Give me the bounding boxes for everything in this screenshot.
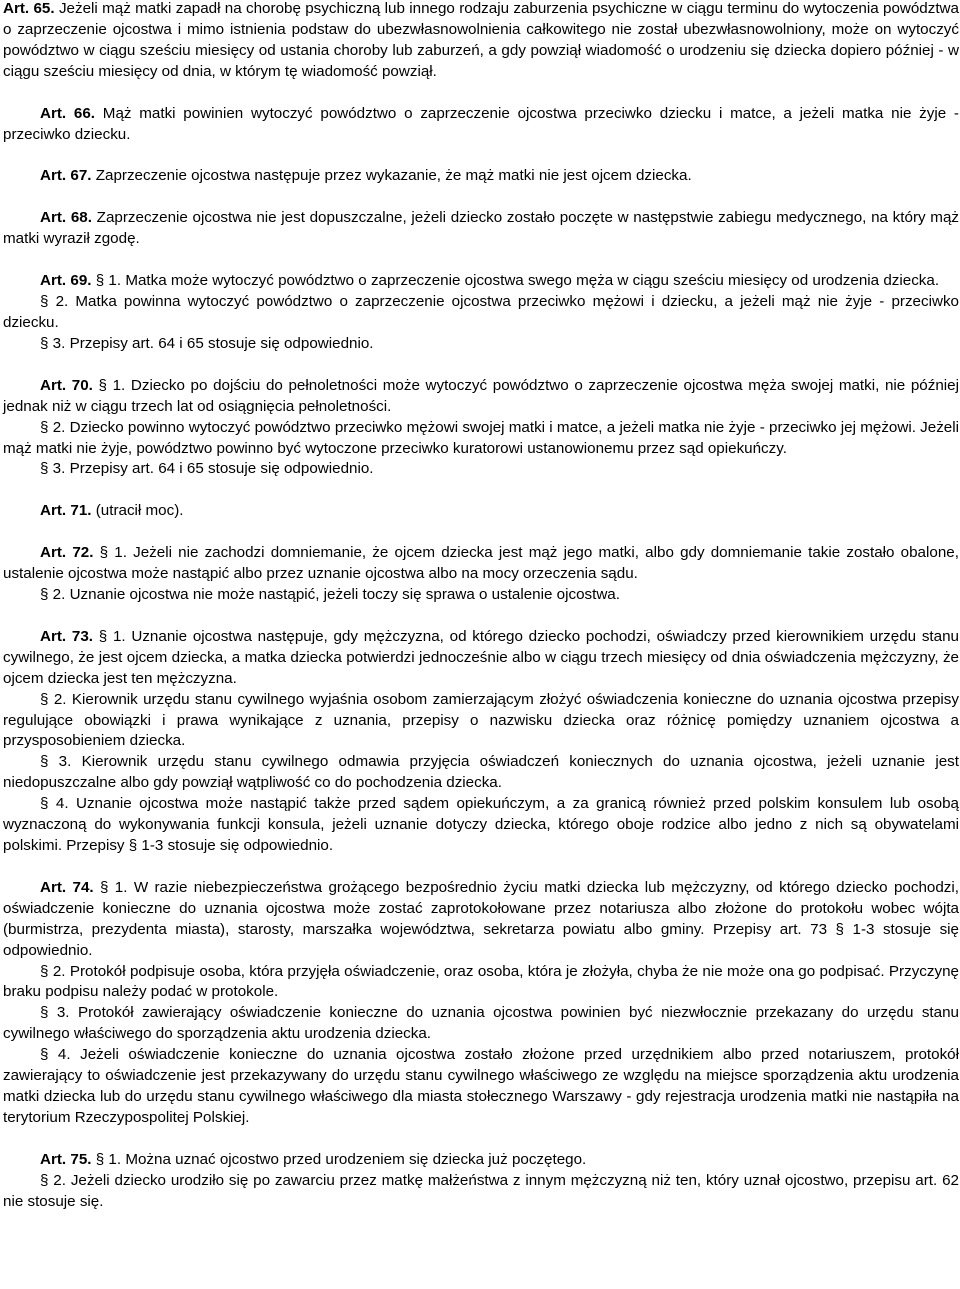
article-paragraph	[3, 459, 959, 480]
article-number: Art. 67.	[40, 167, 92, 185]
article-number: Art. 74.	[40, 878, 94, 896]
article-paragraph	[3, 1045, 959, 1129]
article-paragraph	[3, 878, 959, 962]
article-paragraph	[3, 627, 959, 690]
paragraph-text: Uznanie ojcostwa może nastąpić także przed sądem opiekuńczym, a za granicą również przed polskim konsulem lub osobą wyznaczoną do wykonywania funkcji konsula, jeżeli uznanie dotyczy dziecka, którego oboje rodzice albo jedno z nich są obywatelami polskimi. Przepisy § 1-3 stosuje się odpowiednio.	[3, 795, 959, 854]
paragraph-text: Protokół zawierający oświadczenie konieczne do uznania ojcostwa powinien być niezwłocznie przekazany do urzędu stanu cywilnego właściwego do sporządzenia aktu urodzenia dziecka.	[3, 1004, 959, 1043]
paragraph-number: § 2.	[40, 690, 67, 708]
paragraph-number: § 1.	[95, 1150, 122, 1168]
paragraph-text: Dziecko po dojściu do pełnoletności może wytoczyć powództwo o zaprzeczenie ojcostwa męża swojej matki, nie później jednak niż w ciągu trzech lat od osiągnięcia pełnoletności.	[3, 376, 959, 415]
article-art-73	[3, 627, 959, 857]
paragraph-text: Mąż matki powinien wytoczyć powództwo o zaprzeczenie ojcostwa przeciwko dziecku i matce, a jeżeli matka nie żyje - przeciwko dziecku.	[3, 104, 959, 143]
paragraph-number: § 3.	[40, 1004, 70, 1022]
article-number: Art. 73.	[40, 627, 94, 645]
article-paragraph	[3, 1171, 959, 1213]
paragraph-text: Przepisy art. 64 i 65 stosuje się odpowiednio.	[69, 460, 374, 478]
article-art-74	[3, 878, 959, 1129]
article-art-66	[3, 104, 959, 146]
paragraph-text: W razie niebezpieczeństwa grożącego bezpośrednio życiu matki dziecka lub mężczyzny, od którego dziecko pochodzi, oświadczenie konieczne do uznania ojcostwa może zostać zaprotokołowane przez notariusza albo złożone do protokołu wobec wójta (burmistrza, prezydenta miasta), starosty, marszałka województwa, sekretarza powiatu albo gminy. Przepisy art. 73 § 1-3 stosuje się odpowiednio.	[3, 878, 959, 959]
article-paragraph	[3, 794, 959, 857]
article-paragraph	[3, 271, 959, 292]
paragraph-number: § 1.	[98, 376, 126, 394]
paragraph-number: § 1.	[99, 878, 128, 896]
article-paragraph	[3, 690, 959, 753]
article-number: Art. 66.	[40, 104, 96, 122]
paragraph-number: § 1.	[95, 272, 122, 290]
paragraph-number: § 2.	[40, 293, 69, 311]
article-art-71	[3, 501, 959, 522]
paragraph-text: Matka powinna wytoczyć powództwo o zaprzeczenie ojcostwa przeciwko mężowi i dziecku, a jeżeli mąż nie żyje - przeciwko dziecku.	[3, 293, 959, 331]
article-art-68	[3, 208, 959, 250]
article-number: Art. 71.	[40, 502, 92, 520]
article-paragraph	[3, 376, 959, 418]
article-paragraph	[3, 104, 959, 146]
paragraph-text: Można uznać ojcostwo przed urodzeniem się dziecka już poczętego.	[125, 1150, 587, 1168]
article-paragraph	[3, 962, 959, 1004]
paragraph-number: § 4.	[40, 1046, 71, 1064]
paragraph-number: § 2.	[40, 418, 66, 436]
article-paragraph	[3, 166, 959, 187]
article-paragraph	[3, 585, 959, 606]
article-paragraph	[3, 1150, 959, 1171]
article-paragraph	[3, 543, 959, 585]
paragraph-number: § 2.	[40, 1171, 66, 1189]
article-art-67	[3, 166, 959, 187]
paragraph-text: Dziecko powinno wytoczyć powództwo przeciwko mężowi swojej matki i matce, a jeżeli matka nie żyje - przeciwko jej mężowi. Jeżeli mąż matki nie żyje, powództwo powinno być wytoczone przeciwko kuratorowi ustanowionemu przez sąd opiekuńczy.	[3, 418, 960, 457]
paragraph-number: § 4.	[40, 795, 69, 813]
article-paragraph	[3, 334, 959, 355]
paragraph-number: § 2.	[40, 962, 66, 980]
paragraph-text: Zaprzeczenie ojcostwa następuje przez wykazanie, że mąż matki nie jest ojcem dziecka.	[95, 167, 692, 185]
article-art-75	[3, 1150, 959, 1213]
paragraph-text: Jeżeli nie zachodzi domniemanie, że ojcem dziecka jest mąż jego matki, albo gdy domniemanie takie zostało obalone, ustalenie ojcostwa może nastąpić albo przez uznanie ojcostwa albo na mocy orzeczenia sądu.	[3, 544, 959, 583]
paragraph-text: Kierownik urzędu stanu cywilnego wyjaśnia osobom zamierzającym złożyć oświadczenia konieczne do uznania ojcostwa przepisy regulujące obowiązki i prawa wynikające z uznania, przepisy o nazwisku dziecka oraz różnicę pomiędzy uznaniem ojcostwa a przysposobieniem dziecka.	[3, 690, 959, 750]
article-paragraph	[3, 501, 959, 522]
article-paragraph	[3, 418, 959, 460]
paragraph-text: Kierownik urzędu stanu cywilnego odmawia przyjęcia oświadczeń koniecznych do uznania ojcostwa, jeżeli uznanie jest niedopuszczalne albo gdy powziął wątpliwość co do pochodzenia dziecka.	[3, 753, 959, 792]
article-number: Art. 70.	[40, 376, 93, 394]
paragraph-number: § 2.	[40, 586, 66, 604]
paragraph-number: § 3.	[40, 460, 66, 478]
paragraph-text: Uznanie ojcostwa następuje, gdy mężczyzna, od którego dziecko pochodzi, oświadczy przed kierownikiem urzędu stanu cywilnego, że jest ojcem dziecka, a matka dziecka potwierdzi jednocześnie albo w ciągu trzech miesięcy od dnia oświadczenia mężczyzny, że ojcem dziecka jest ten mężczyzna.	[3, 627, 959, 687]
article-number: Art. 68.	[40, 209, 92, 227]
paragraph-text: Jeżeli mąż matki zapadł na chorobę psychiczną lub innego rodzaju zaburzenia psychiczne w ciągu terminu do wytoczenia powództwa o zaprzeczenie ojcostwa i mimo istnienia podstaw do ubezwłasnowolnienia całkowitego nie został ubezwłasnowolniony, może on wytoczyć powództwo w ciągu sześciu miesięcy od ustania choroby lub zaburzeń, a gdy powziął wiadomość o urodzeniu się dziecka dopiero później - w ciągu sześciu miesięcy od dnia, w którym tę wiadomość powziął.	[3, 0, 959, 80]
article-art-69	[3, 271, 959, 355]
paragraph-number: § 3.	[40, 334, 66, 352]
article-paragraph	[3, 0, 959, 83]
paragraph-text: Uznanie ojcostwa nie może nastąpić, jeżeli toczy się sprawa o ustalenie ojcostwa.	[69, 586, 620, 604]
article-art-65	[3, 0, 959, 83]
article-art-72	[3, 543, 959, 606]
article-number: Art. 72.	[40, 544, 94, 562]
article-paragraph	[3, 752, 959, 794]
paragraph-text: Jeżeli dziecko urodziło się po zawarciu przez matkę małżeństwa z innym mężczyzną niż ten, który uznał ojcostwo, przepisu art. 62 nie stosuje się.	[3, 1171, 959, 1210]
paragraph-number: § 1.	[99, 544, 127, 562]
paragraph-number: § 3.	[40, 753, 72, 771]
article-number: Art. 75.	[40, 1150, 92, 1168]
paragraph-text: (utracił moc).	[95, 502, 184, 520]
paragraph-number: § 1.	[98, 627, 126, 645]
article-paragraph	[3, 208, 959, 250]
paragraph-text: Przepisy art. 64 i 65 stosuje się odpowiednio.	[69, 334, 374, 352]
paragraph-text: Zaprzeczenie ojcostwa nie jest dopuszczalne, jeżeli dziecko zostało poczęte w następstwie zabiegu medycznego, na który mąż matki wyraził zgodę.	[3, 209, 959, 248]
article-paragraph	[3, 292, 959, 334]
article-art-70	[3, 376, 959, 481]
paragraph-text: Matka może wytoczyć powództwo o zaprzeczenie ojcostwa swego męża w ciągu sześciu miesięcy od urodzenia dziecka.	[125, 272, 940, 290]
paragraph-text: Protokół podpisuje osoba, która przyjęła oświadczenie, oraz osoba, która je złożyła, chyba że nie może ona go podpisać. Przyczynę braku podpisu należy podać w protokole.	[3, 962, 959, 1001]
article-number: Art. 69.	[40, 272, 92, 290]
article-paragraph	[3, 1003, 959, 1045]
paragraph-text: Jeżeli oświadczenie konieczne do uznania ojcostwa zostało złożone przed urzędnikiem albo przed notariuszem, protokół zawierający to oświadczenie jest przekazywany do urzędu stanu cywilnego właściwego ze względu na miejsce sporządzenia aktu urodzenia matki dziecka lub do urzędu stanu cywilnego właściwego dla miasta stołecznego Warszawy - gdy rejestracja urodzenia matki nie nastąpiła na terytorium Rzeczypospolitej Polskiej.	[3, 1046, 959, 1126]
article-number: Art. 65.	[3, 0, 55, 17]
